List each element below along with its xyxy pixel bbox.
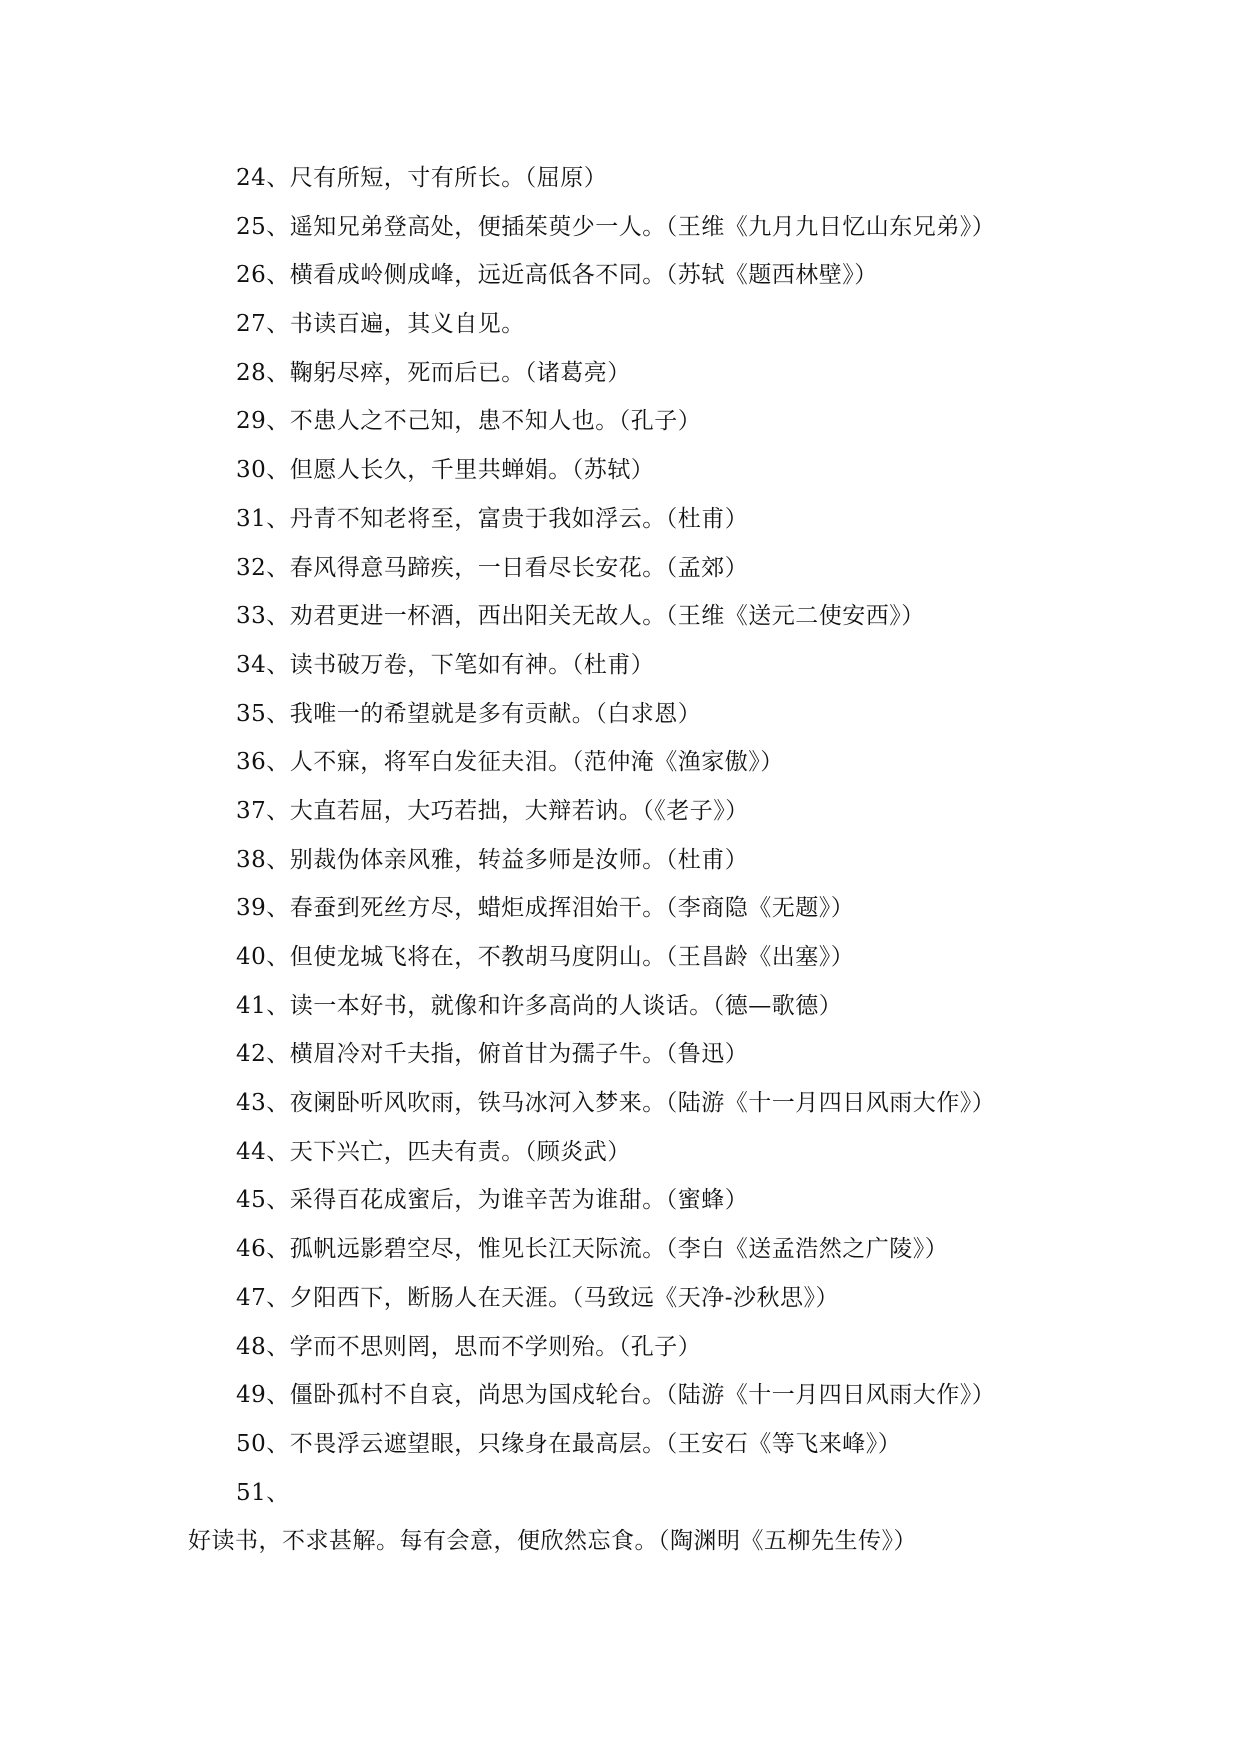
item-number: 29、 <box>236 408 290 435</box>
list-item <box>188 1274 1048 1323</box>
list-item <box>188 787 1048 836</box>
list-item <box>188 1469 1008 1566</box>
item-number: 28、 <box>236 359 290 386</box>
list-item <box>188 933 1048 982</box>
list-item <box>188 300 1048 349</box>
item-number: 38、 <box>236 846 290 873</box>
item-text: 书读百遍，其义自见。 <box>289 311 525 338</box>
item-number: 40、 <box>236 944 290 970</box>
item-text: 采得百花成蜜后，为谁辛苦为谁甜。（蜜蜂） <box>289 1187 749 1214</box>
item-text: 鞠躬尽瘁，死而后已。（诸葛亮） <box>289 359 631 386</box>
item-text: 天下兴亡，匹夫有责。（顾炎武） <box>289 1138 631 1165</box>
list-item <box>188 495 1048 544</box>
item-number: 37、 <box>236 797 290 824</box>
item-text: 不畏浮云遮望眼，只缘身在最高层。（王安石《等飞来峰》） <box>289 1430 902 1457</box>
list-item <box>188 836 1048 885</box>
item-text: 我唯一的希望就是多有贡献。（白求恩） <box>289 700 702 727</box>
item-number: 47、 <box>236 1284 290 1311</box>
item-text: 孤帆远影碧空尽，惟见长江天际流。（李白《送孟浩然之广陵》） <box>289 1236 949 1263</box>
item-number: 41、 <box>236 992 290 1019</box>
item-text: 夜阑卧听风吹雨，铁马冰河入梦来。（陆游《十一月四日风雨大作》） <box>289 1090 996 1117</box>
item-number: 34、 <box>236 651 290 678</box>
item-number: 35、 <box>236 700 290 727</box>
item-number: 31、 <box>236 505 290 532</box>
item-number: 25、 <box>236 213 290 240</box>
list-item <box>188 397 1048 446</box>
item-text: 但愿人长久，千里共蝉娟。（苏轼） <box>289 457 655 484</box>
list-item <box>188 738 1048 787</box>
quote-list <box>188 154 1048 1566</box>
item-number: 46、 <box>236 1236 290 1263</box>
item-number: 44、 <box>236 1138 290 1165</box>
item-text: 春蚕到死丝方尽，蜡炬成挥泪始干。（李商隐《无题》） <box>289 895 855 922</box>
list-item <box>188 982 1048 1031</box>
item-text: 好读书，不求甚解。每有会意，便欣然忘食。（陶渊明《五柳先生传》） <box>188 1528 917 1555</box>
item-number: 48、 <box>236 1333 290 1360</box>
list-item <box>188 446 1048 495</box>
item-text: 僵卧孤村不自哀，尚思为国戍轮台。（陆游《十一月四日风雨大作》） <box>289 1382 996 1409</box>
item-number: 30、 <box>236 457 290 484</box>
item-number: 33、 <box>236 603 290 630</box>
item-number: 39、 <box>236 895 290 922</box>
item-number: 42、 <box>236 1041 290 1068</box>
item-text: 夕阳西下，断肠人在天涯。（马致远《天净-沙秋思》） <box>289 1284 840 1311</box>
item-number: 36、 <box>236 749 290 776</box>
list-item <box>188 641 1048 690</box>
item-text: 别裁伪体亲风雅，转益多师是汝师。（杜甫） <box>289 846 749 873</box>
list-item <box>188 1323 1048 1372</box>
item-number: 24、 <box>236 165 290 191</box>
list-item <box>188 690 1048 739</box>
item-text: 横看成岭侧成峰，远近高低各不同。（苏轼《题西林壁》） <box>289 262 878 289</box>
item-text: 丹青不知老将至，富贵于我如浮云。（杜甫） <box>289 505 749 532</box>
list-item <box>188 884 1048 933</box>
list-item <box>188 1030 1048 1079</box>
item-text: 读书破万卷，下笔如有神。（杜甫） <box>289 651 655 678</box>
item-text: 不患人之不己知，患不知人也。（孔子） <box>289 408 702 435</box>
item-number: 32、 <box>236 554 290 581</box>
item-text: 劝君更进一杯酒，西出阳关无故人。（王维《送元二使安西》） <box>289 603 925 630</box>
item-number: 27、 <box>236 311 290 338</box>
item-text: 但使龙城飞将在，不教胡马度阴山。（王昌龄《出塞》） <box>289 944 855 970</box>
item-number: 26、 <box>236 262 290 289</box>
list-item <box>188 592 1048 641</box>
item-text: 人不寐，将军白发征夫泪。（范仲淹《渔家傲》） <box>289 749 784 776</box>
list-item <box>188 1371 1048 1420</box>
item-number: 45、 <box>236 1187 290 1214</box>
list-item <box>188 1420 1048 1469</box>
item-text: 读一本好书，就像和许多高尚的人谈话。（德—歌德） <box>289 992 843 1019</box>
item-text: 学而不思则罔，思而不学则殆。（孔子） <box>289 1333 702 1360</box>
item-text: 尺有所短，寸有所长。（屈原） <box>289 165 608 191</box>
list-item <box>188 1176 1048 1225</box>
item-number: 51、 <box>236 1479 290 1506</box>
item-number: 43、 <box>236 1090 290 1117</box>
item-text: 春风得意马蹄疾，一日看尽长安花。（孟郊） <box>289 554 749 581</box>
list-item <box>188 1079 1048 1128</box>
list-item <box>188 203 1048 252</box>
item-text: 大直若屈，大巧若拙，大辩若讷。（《老子》） <box>289 797 749 824</box>
list-item <box>188 544 1048 593</box>
item-number: 49、 <box>236 1382 290 1409</box>
list-item <box>188 1128 1048 1177</box>
list-item <box>188 251 1048 300</box>
item-text: 遥知兄弟登高处，便插茱萸少一人。（王维《九月九日忆山东兄弟》） <box>289 213 996 240</box>
item-text: 横眉冷对千夫指，俯首甘为孺子牛。（鲁迅） <box>289 1041 749 1068</box>
item-number: 50、 <box>236 1430 290 1457</box>
list-item <box>188 154 1048 203</box>
list-item <box>188 1225 1048 1274</box>
list-item <box>188 349 1048 398</box>
